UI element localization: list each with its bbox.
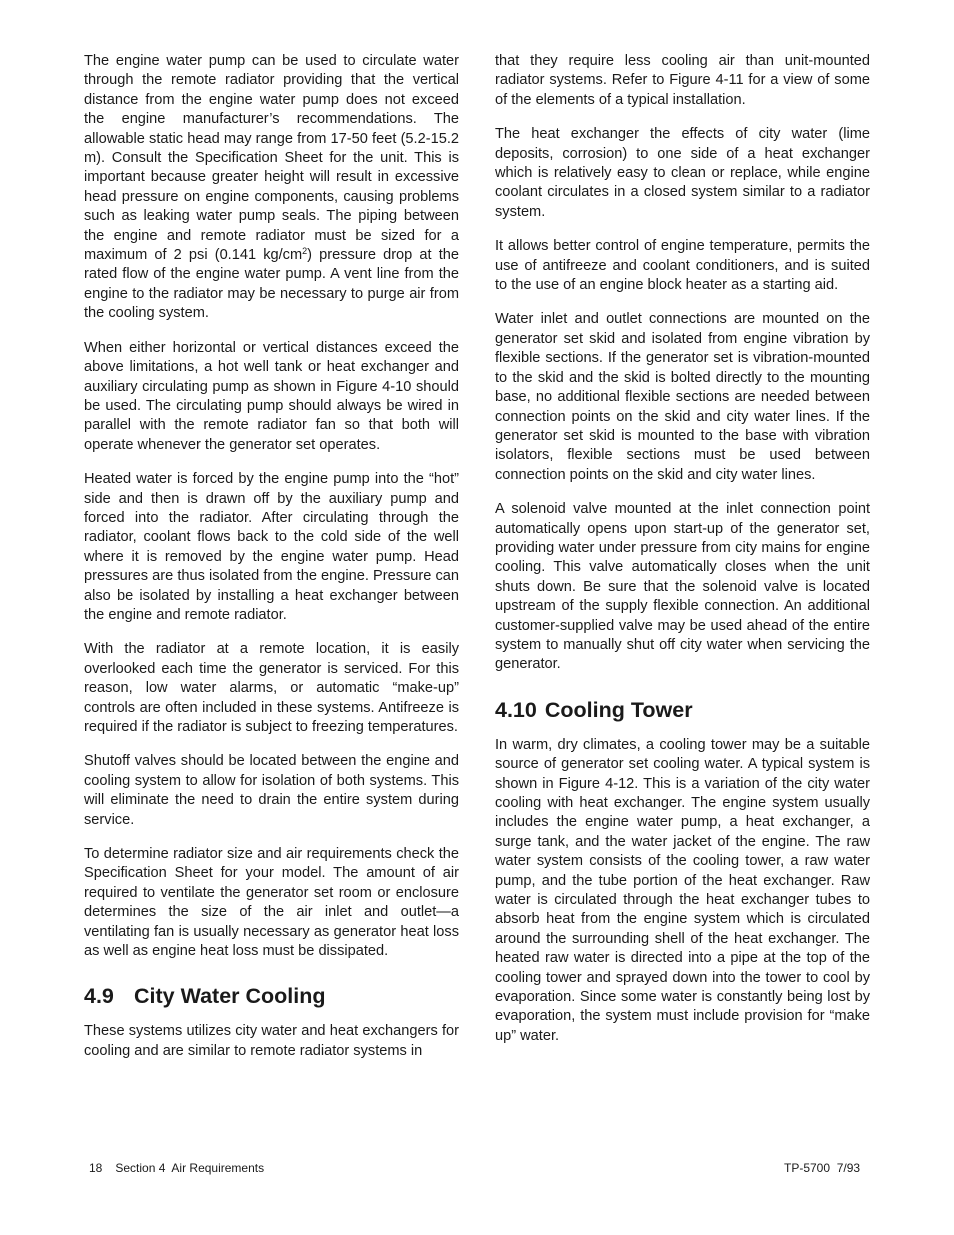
- section-title: City Water Cooling: [134, 984, 326, 1009]
- right-column: [495, 52, 870, 1061]
- section-title: Cooling Tower: [544, 697, 693, 722]
- section-number: 4.9: [84, 984, 114, 1009]
- section-heading-4-10: [495, 697, 870, 723]
- paragraph-temperature-control: It allows better control of engine temperature, permits the use of antifreeze and coolant conditioners, and is suited to the use of an engine block heater as a starting aid.: [495, 238, 870, 294]
- paragraph-remote-location: With the radiator at a remote location, it is easily overlooked each time the generator is serviced. For this reason, low water alarms, or automatic “make-up” controls are often included in these systems. Antifreeze is required if the radiator is subject to freezing temperatures.: [84, 641, 459, 735]
- paragraph-engine-water-pump: [84, 52, 459, 324]
- paragraph-inlet-outlet-connections: Water inlet and outlet connections are mounted on the generator set skid and isolated from engine vibration by flexible sections. If the generator set is vibration-mounted to the skid and the skid is bolted directly to the mounting base, no additional flexible sections are needed between connection points on the skid and city water lines. If the generator set skid is mounted to the base with vibration isolators, flexible sections must be used between connection points on the skid and city water lines.: [495, 311, 870, 483]
- left-column: [84, 52, 459, 1076]
- paragraph-hot-well-tank: When either horizontal or vertical distances exceed the above limitations, a hot well tank or heat exchanger and auxiliary circulating pump as shown in Figure 4-10 should be used. The circulating pump should always be wired in parallel with the remote radiator fan so that both will operate whenever the generator set operates.: [84, 339, 459, 453]
- paragraph-less-cooling-air: that they require less cooling air than unit-mounted radiator systems. Refer to Figure 4-11 for a view of some of the elements of a typical installation.: [495, 53, 870, 108]
- section-number: 4.10: [495, 697, 537, 722]
- paragraph-radiator-size: To determine radiator size and air requirements check the Specification Sheet for your model. The amount of air required to ventilate the generator set room or enclosure determines the size of the air inlet and outlet—a ventilating fan is usually necessary as generator heat loss as well as engine heat loss must be dissipated.: [84, 846, 459, 960]
- paragraph-heat-exchanger-effects: The heat exchanger the effects of city water (lime deposits, corrosion) to one side of a heat exchanger which is relatively easy to clean or replace, while engine coolant circulates in a closed system similar to a radiator system.: [495, 126, 870, 220]
- footer-left: [89, 1161, 264, 1175]
- paragraph-text: ) pressure drop at the rated flow of the engine water pump. A vent line from the engine to the radiator may be necessary to purge air from the cooling system.: [84, 247, 460, 322]
- paragraph-text: The engine water pump can be used to circulate water through the remote radiator providing that the vertical distance from the engine water pump does not exceed the engine manufacturer’s recommendations. The allowable static head may range from 17-50 feet (5.2-15.2 m). Consult the Specification Sheet for the unit. This is important because greater height will result in excessive head pressure on engine components, causing problems such as leaking water pump seals. The piping between the engine and remote radiator must be sized for a maximum of 2 psi (0.141 kg/cm: [84, 53, 459, 264]
- paragraph-city-water-intro: These systems utilizes city water and heat exchangers for cooling and are similar to remote radiator systems in: [84, 1023, 459, 1059]
- paragraph-heated-water: Heated water is forced by the engine pump into the “hot” side and then is drawn off by the auxiliary pump and forced into the radiator. After circulating through the radiator, coolant flows back to the cold side of the well where it is removed by the engine water pump. Head pressures are thus isolated from the engine. Pressure can also be isolated by installing a heat exchanger between the engine and remote radiator.: [84, 471, 459, 623]
- footer-doc-id: TP-5700 7/93: [784, 1161, 861, 1175]
- section-heading-4-9: [84, 983, 459, 1009]
- paragraph-cooling-tower: In warm, dry climates, a cooling tower may be a suitable source of generator set cooling water. A typical system is shown in Figure 4-12. This is a variation of the city water cooling with heat exchanger. The engine system usually includes the engine water pump, a heat exchanger, a surge tank, and the water jacket of the engine. The raw water system consists of the cooling tower, a raw water pump, and the tube portion of the heat exchanger. Raw water is circulated through the heat exchanger tubes to absorb heat from the engine system which is circulated around the surrounding shell of the heat exchanger. The heated raw water is directed into a pipe at the top of the cooling tower and sprayed down into the tower to cool by evaporation. Since some water is constantly being lost by evaporation, the system must include provision for “make up” water.: [495, 736, 870, 1044]
- footer-section-label: Section 4 Air Requirements: [115, 1161, 265, 1175]
- paragraph-shutoff-valves: Shutoff valves should be located between the engine and cooling system to allow for isolation of both systems. This will eliminate the need to drain the entire system during service.: [84, 753, 459, 828]
- superscript: 2: [302, 246, 308, 257]
- paragraph-solenoid-valve: A solenoid valve mounted at the inlet connection point automatically opens upon start-up of the generator set, providing water under pressure from city mains for engine cooling. This valve automatically closes when the unit shuts down. Be sure that the solenoid valve is located upstream of the supply flexible connection. An additional customer-supplied valve may be used ahead of the entire system to manually shut off city water when servicing the generator.: [495, 501, 870, 673]
- page-number: 18: [89, 1161, 103, 1175]
